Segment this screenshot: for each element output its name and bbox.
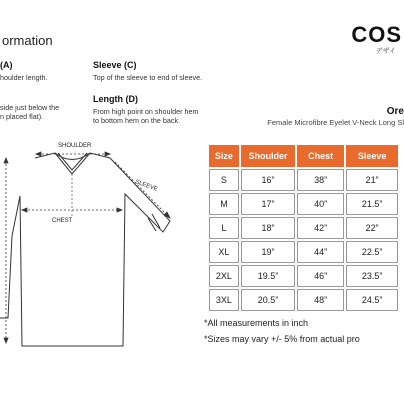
sleeve-desc: Top of the sleeve to end of sleeve. [93, 73, 203, 82]
table-cell: XL [209, 241, 239, 263]
shoulder-label: SHOULDER [58, 143, 92, 149]
table-cell: 3XL [209, 289, 239, 311]
table-cell: 40” [297, 193, 344, 215]
col-header-shoulder: Shoulder [241, 145, 295, 167]
table-row [209, 193, 398, 215]
table-cell: 42” [297, 217, 344, 239]
table-cell: 19.5” [241, 265, 295, 287]
table-row [209, 169, 398, 191]
brand-logo-text: COS [351, 22, 402, 47]
table-cell: 2XL [209, 265, 239, 287]
table-cell: 23.5” [346, 265, 398, 287]
table-cell: 21” [346, 169, 398, 191]
size-chart-table [207, 143, 400, 313]
table-cell: 38” [297, 169, 344, 191]
length-measure-arrow [4, 158, 8, 343]
table-row [209, 241, 398, 263]
length-label: Length (D) [93, 94, 138, 104]
table-cell: 48” [297, 289, 344, 311]
measure-a-label: (A) [0, 60, 13, 70]
length-desc-line2: to bottom hem on the back. [93, 116, 181, 125]
table-cell: 24.5” [346, 289, 398, 311]
table-cell: S [209, 169, 239, 191]
table-cell: 21.5” [346, 193, 398, 215]
length-desc-line1: From high point on shoulder hem [93, 107, 199, 116]
product-description: Female Microfibre Eyelet V-Neck Long Sl [267, 118, 404, 127]
table-cell: 19” [241, 241, 295, 263]
table-cell: 22” [346, 217, 398, 239]
table-row [209, 217, 398, 239]
size-table-header-row [209, 145, 398, 167]
section-title: ormation [2, 33, 53, 48]
note-size-variance: *Sizes may vary +/- 5% from actual pro [204, 334, 360, 344]
measure-b-desc-line1: side just below the [0, 103, 60, 112]
sleeve-measure-arrow [115, 162, 170, 218]
garment-diagram [0, 136, 200, 356]
table-cell: 46” [297, 265, 344, 287]
table-cell: L [209, 217, 239, 239]
table-cell: 17” [241, 193, 295, 215]
measure-a-desc: houlder length. [0, 73, 48, 82]
table-cell: 16” [241, 169, 295, 191]
sleeve-label: Sleeve (C) [93, 60, 137, 70]
table-cell: 22.5” [346, 241, 398, 263]
col-header-size: Size [209, 145, 239, 167]
product-name: Ore [386, 106, 404, 117]
col-header-chest: Chest [297, 145, 344, 167]
table-cell: M [209, 193, 239, 215]
brand-logo-subtext: デザイ [375, 48, 396, 55]
table-row [209, 265, 398, 287]
sleeve-label: SLEEVE [134, 179, 159, 193]
table-row [209, 289, 398, 311]
col-header-sleeve: Sleeve [346, 145, 398, 167]
table-cell: 18” [241, 217, 295, 239]
measure-b-desc-line2: n placed flat). [0, 112, 44, 121]
table-cell: 20.5” [241, 289, 295, 311]
note-measurement-unit: *All measurements in inch [204, 318, 309, 328]
chest-label: CHEST [52, 218, 73, 224]
brand-logo [351, 22, 402, 56]
table-cell: 44” [297, 241, 344, 263]
